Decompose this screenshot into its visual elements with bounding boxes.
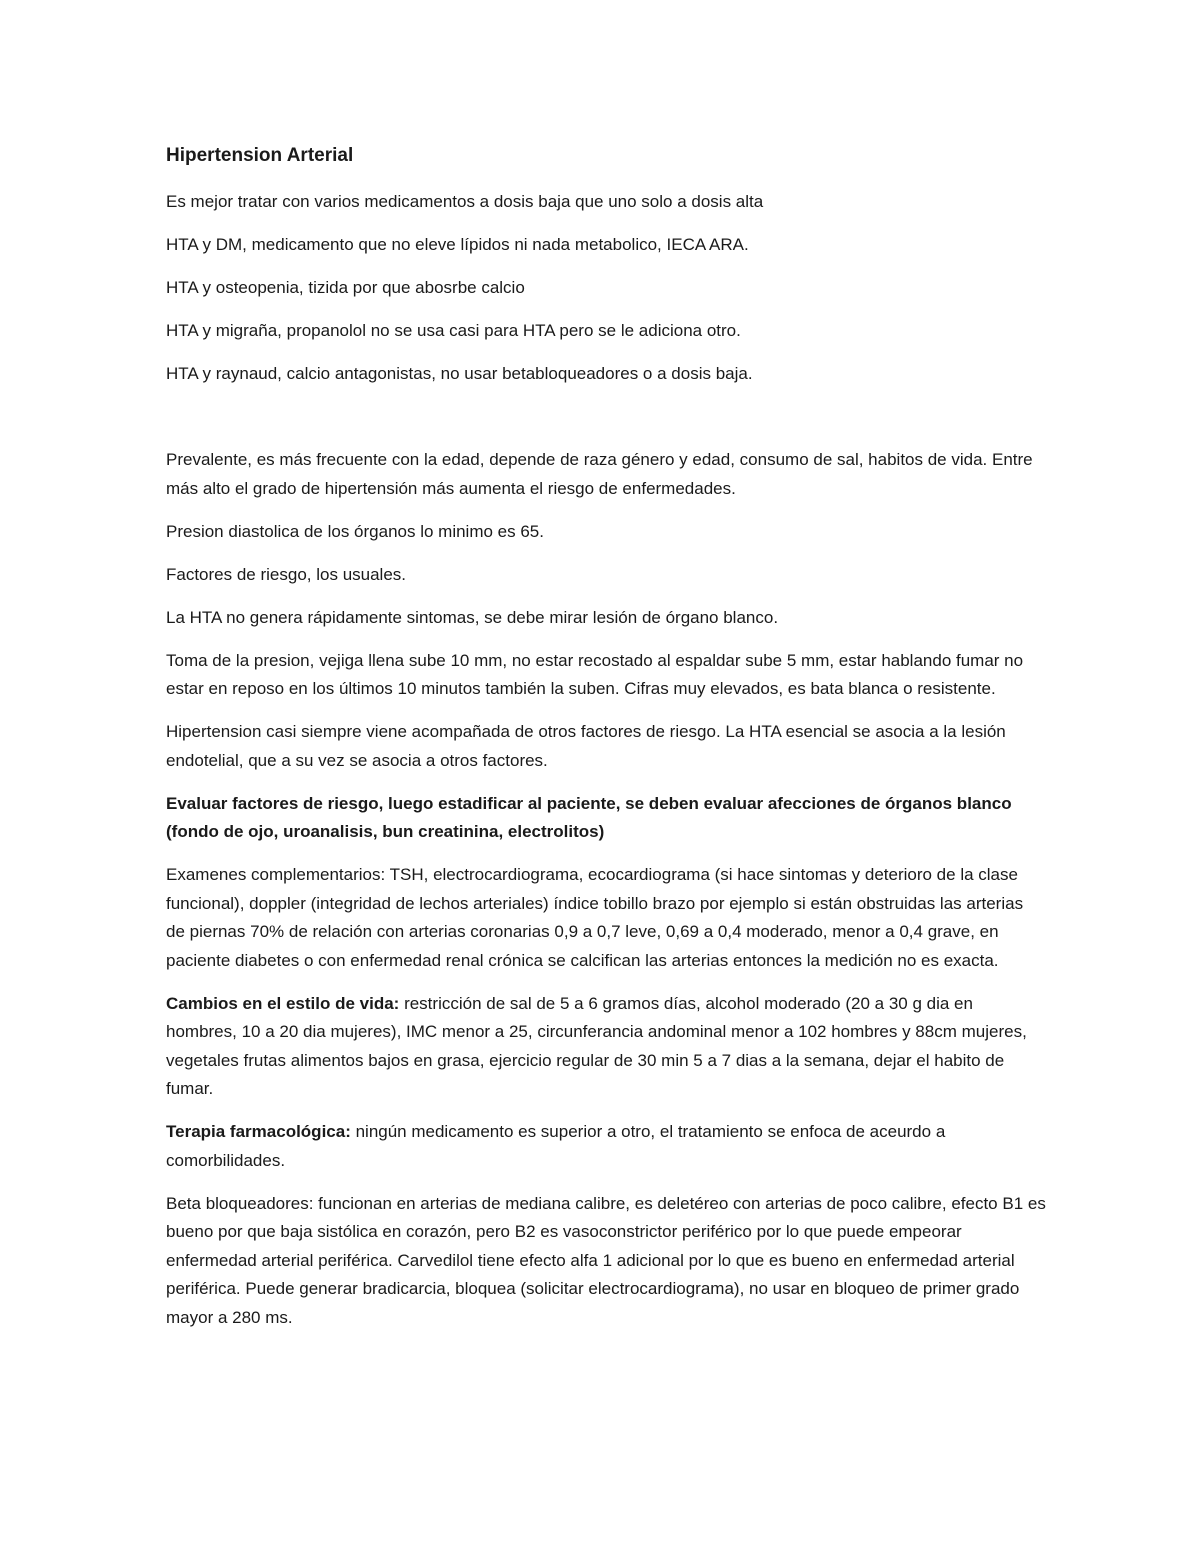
paragraph-beta-bloqueadores: Beta bloqueadores: funcionan en arterias de mediana calibre, es deletéreo con arterias de poco calibre, efecto B1 es bueno por que baja sistólica en corazón, pero B2 es vasoconstrictor periférico por lo que puede empeorar enfermedad arterial periférica. Carvedilol tiene efecto alfa 1 adicional por lo que es bueno en enfermedad arterial periférica. Puede generar bradicarcia, bloquea (solicitar electrocardiograma), no usar en bloqueo de primer grado mayor a 280 ms. xyxy=(166,1193,1046,1327)
paragraph-presion-diastolica: Presion diastolica de los órganos lo minimo es 65. xyxy=(166,521,544,541)
document-title: Hipertension Arterial xyxy=(166,145,354,166)
paragraph-hta-osteopenia: HTA y osteopenia, tizida por que abosrbe calcio xyxy=(166,278,525,297)
paragraph-cambios-estilo-vida xyxy=(166,990,1046,1104)
paragraph-hta-migrana: HTA y migraña, propanolol no se usa casi para HTA pero se le adiciona otro. xyxy=(166,321,741,340)
document-page xyxy=(166,142,1046,1347)
paragraph-lesion-endotelial: Hipertension casi siempre viene acompañada de otros factores de riesgo. La HTA esencial se asocia a la lesión endotelial, que a su vez se asocia a otros factores. xyxy=(166,722,1006,770)
paragraph-dosis: Es mejor tratar con varios medicamentos a dosis baja que uno solo a dosis alta xyxy=(166,192,764,211)
paragraph-hta-dm: HTA y DM, medicamento que no eleve lípidos ni nada metabolico, IECA ARA. xyxy=(166,235,749,254)
cambios-text: restricción de sal de 5 a 6 gramos días, alcohol moderado (20 a 30 g dia en hombres, 10 a 20 dia mujeres), IMC menor a 25, circunferancia andominal menor a 102 hombres y 88cm mujeres, vegetales frutas alimentos bajos en grasa, ejercicio regular de 30 min 5 a 7 dias a la semana, dejar el habito de fumar. xyxy=(166,993,1027,1098)
paragraph-terapia xyxy=(166,1118,1046,1175)
terapia-label: Terapia farmacológica: xyxy=(166,1122,351,1141)
paragraph-hta-raynaud: HTA y raynaud, calcio antagonistas, no usar betabloqueadores o a dosis baja. xyxy=(166,364,753,383)
blank-line xyxy=(166,403,1046,446)
paragraph-prevalente: Prevalente, es más frecuente con la edad, depende de raza género y edad, consumo de sal, habitos de vida. Entre más alto el grado de hipertensión más aumenta el riesgo de enfermedades. xyxy=(166,450,1033,498)
cambios-label: Cambios en el estilo de vida: xyxy=(166,993,400,1013)
terapia-text: ningún medicamento es superior a otro, el tratamiento se enfoca de aceurdo a comorbilidades. xyxy=(166,1122,946,1170)
paragraph-evaluar: Evaluar factores de riesgo, luego estadificar al paciente, se deben evaluar afecciones de órganos blanco (fondo de ojo, uroanalisis, bun creatinina, electrolitos) xyxy=(166,793,1012,841)
paragraph-examenes: Examenes complementarios: TSH, electrocardiograma, ecocardiograma (si hace sintomas y deterioro de la clase funcional), doppler (integridad de lechos arteriales) índice tobillo brazo por ejemplo si están obstruidas las arterias de piernas 70% de relación con arterias coronarias 0,9 a 0,7 leve, 0,69 a 0,4 moderado, menor a 0,4 grave, en paciente diabetes o con enfermedad renal crónica se calcifican las arterias entonces la medición no es exacta. xyxy=(166,865,1024,970)
paragraph-toma-presion: Toma de la presion, vejiga llena sube 10 mm, no estar recostado al espaldar sube 5 mm, estar hablando fumar no estar en reposo en los últimos 10 minutos también la suben. Cifras muy elevados, es bata blanca o resistente. xyxy=(166,650,1024,698)
paragraph-factores-riesgo: Factores de riesgo, los usuales. xyxy=(166,564,407,584)
paragraph-sintomas: La HTA no genera rápidamente sintomas, se debe mirar lesión de órgano blanco. xyxy=(166,607,779,627)
